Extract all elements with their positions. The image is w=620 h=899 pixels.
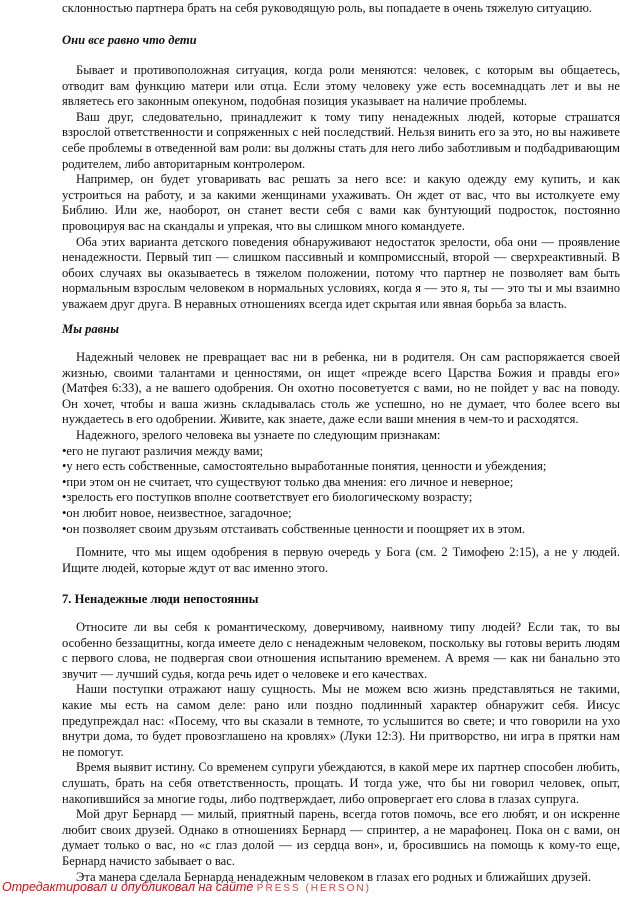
paragraph: Эта манера сделала Бернарда ненадежным человеком в глазах его родных и ближайших друзей. — [76, 869, 592, 884]
paragraph: Ваш друг, следовательно, принадлежит к тому типу ненадежных людей, которые страшатся взрослой ответственности и сопряженных с ней последствий. Нельзя винить его за это, но вы наживете себе проблемы в отведенной вам роли: вы должны стать для него либо заботливым и подбадривающим родителем, либо авторитарным контролером. — [62, 109, 620, 171]
section-equal-closing — [62, 545, 620, 576]
bullet-item: •у него есть собственные, самостоятельно выработанные понятия, ценности и убеждения; — [62, 459, 547, 474]
paragraph: Надежный человек не превращает вас ни в ребенка, ни в родителя. Он сам распоряжается своей жизнью, своими талантами и ценностями, он ищет «прежде всего Царства Божия и правды его» (Матфея 6:33), а не вашего одобрения. Он охотно посоветуется с вами, но не пойдет у вас на поводу. Он хочет, чтобы и ваша жизнь складывалась столь же успешно, но не думает, что более всего вы нуждаетесь в его одобрении. Живите, как знаете, даже если ваши мнения в чем-то и расходятся. — [62, 350, 620, 427]
section-equal-heading-block — [62, 322, 620, 338]
paragraph: Оба этих варианта детского поведения обнаруживают недостаток зрелости, оба они — проявление ненадежности. Первый тип — слишком пассивный и компромиссный, второй — сверхреактивный. В обоих случаях вы оказываетесь в тяжелом положении, потому что партнер не позволяет вам быть нормальным взрослым человеком в нормальных условиях, когда я — это я, ты — это ты и мы взаимно уважаем друг друга. В неравных отношениях всегда идет скрытая или явная борьба за власть. — [62, 234, 620, 311]
paragraph: Бывает и противоположная ситуация, когда роли меняются: человек, с которым вы общаетесь, отводит вам функцию матери или отца. Если этому человеку уже есть восемнадцать лет и вы не являетесь его законным опекуном, подобная позиция указывает на наличие проблемы. — [62, 63, 620, 109]
footer-brand[interactable]: PRESS (HERSON) — [256, 883, 371, 894]
paragraph: Относите ли вы себя к романтическому, доверчивому, наивному типу людей? Если так, то вы особенно беззащитны, когда имеете дело с ненадежным человеком, поскольку вы готовы верить людям с первого слова, не подвергая свои отношения испытанию временем. А время — как ни банально это звучит — лучший судья, когда речь идет о человеке и его качествах. — [62, 620, 620, 681]
intro-block — [62, 1, 620, 17]
section-children-body — [62, 63, 620, 313]
section-unreliable-body — [62, 620, 620, 885]
section-unreliable-heading-block — [62, 592, 620, 608]
bullet-item: •зрелость его поступков вполне соответствует его биологическому возрасту; — [62, 490, 473, 505]
intro-paragraph: склонностью партнера брать на себя руководящую роль, вы попадаете в очень тяжелую ситуацию. — [62, 1, 592, 15]
section-heading-unreliable: 7. Ненадежные люди непостоянны — [62, 592, 259, 606]
section-equal-body — [62, 350, 620, 537]
footer-credit — [2, 880, 618, 897]
section-children-block — [62, 33, 620, 49]
paragraph: Мой друг Бернард — милый, приятный парень, всегда готов помочь, все его любят, и он искренне любит своих друзей. Однако в отношениях Бернард — спринтер, а не марафонец. Пока он с вами, он думает только о вас, но «с глаз долой — из сердца вон», и, бросившись на помощь к кому-то еще, Бернард начисто забывает о вас. — [62, 807, 620, 868]
paragraph: Надежного, зрелого человека вы узнаете по следующим признакам: — [76, 427, 441, 442]
bullet-item: •он позволяет своим друзьям отстаивать собственные ценности и поощряет их в этом. — [62, 521, 526, 536]
footer-text: Отредактировал и опубликовал на сайте — [2, 880, 254, 894]
bullet-item: •его не пугают различия между вами; — [62, 443, 264, 458]
paragraph: Например, он будет уговаривать вас решать за него все: и какую одежду ему купить, и как устроиться на работу, и за какими женщинами ухаживать. Он ждет от вас, что вы истолкуете ему Библию. Или же, наоборот, он станет вести себя с вами как бунтующий подросток, постоянно провоцируя вас на скандалы и упрекая, что вы слишком много командуете. — [62, 172, 620, 233]
paragraph: Наши поступки отражают нашу сущность. Мы не можем всю жизнь представляться не такими, какие мы есть на самом деле: рано или поздно подлинный характер обнаружит себя. Иисус предупреждал нас: «Посему, что вы сказали в темноте, то услышится во свете; и что говорили на ухо внутри дома, то будет провозглашено на кровлях» (Луки 12:3). Ни притворство, ни игра в прятки нам не помогут. — [62, 682, 620, 759]
section-heading-children: Они все равно что дети — [62, 33, 197, 47]
section-heading-equal: Мы равны — [62, 322, 120, 336]
paragraph: Помните, что мы ищем одобрения в первую очередь у Бога (см. 2 Тимофею 2:15), а не у людей. Ищите людей, которые ждут от вас именно этого. — [62, 545, 620, 575]
bullet-item: •при этом он не считает, что существуют только два мнения: его личное и неверное; — [62, 474, 514, 489]
paragraph: Время выявит истину. Со временем супруги убеждаются, в какой мере их партнер способен любить, слушать, брать на себя ответственность, прощать. И тогда уже, что бы ни говорил человек, опыт, накопившийся за многие годы, либо подтверждает, либо опровергает его слова в глазах супруга. — [62, 760, 620, 806]
bullet-item: •он любит новое, неизвестное, загадочное; — [62, 505, 292, 520]
